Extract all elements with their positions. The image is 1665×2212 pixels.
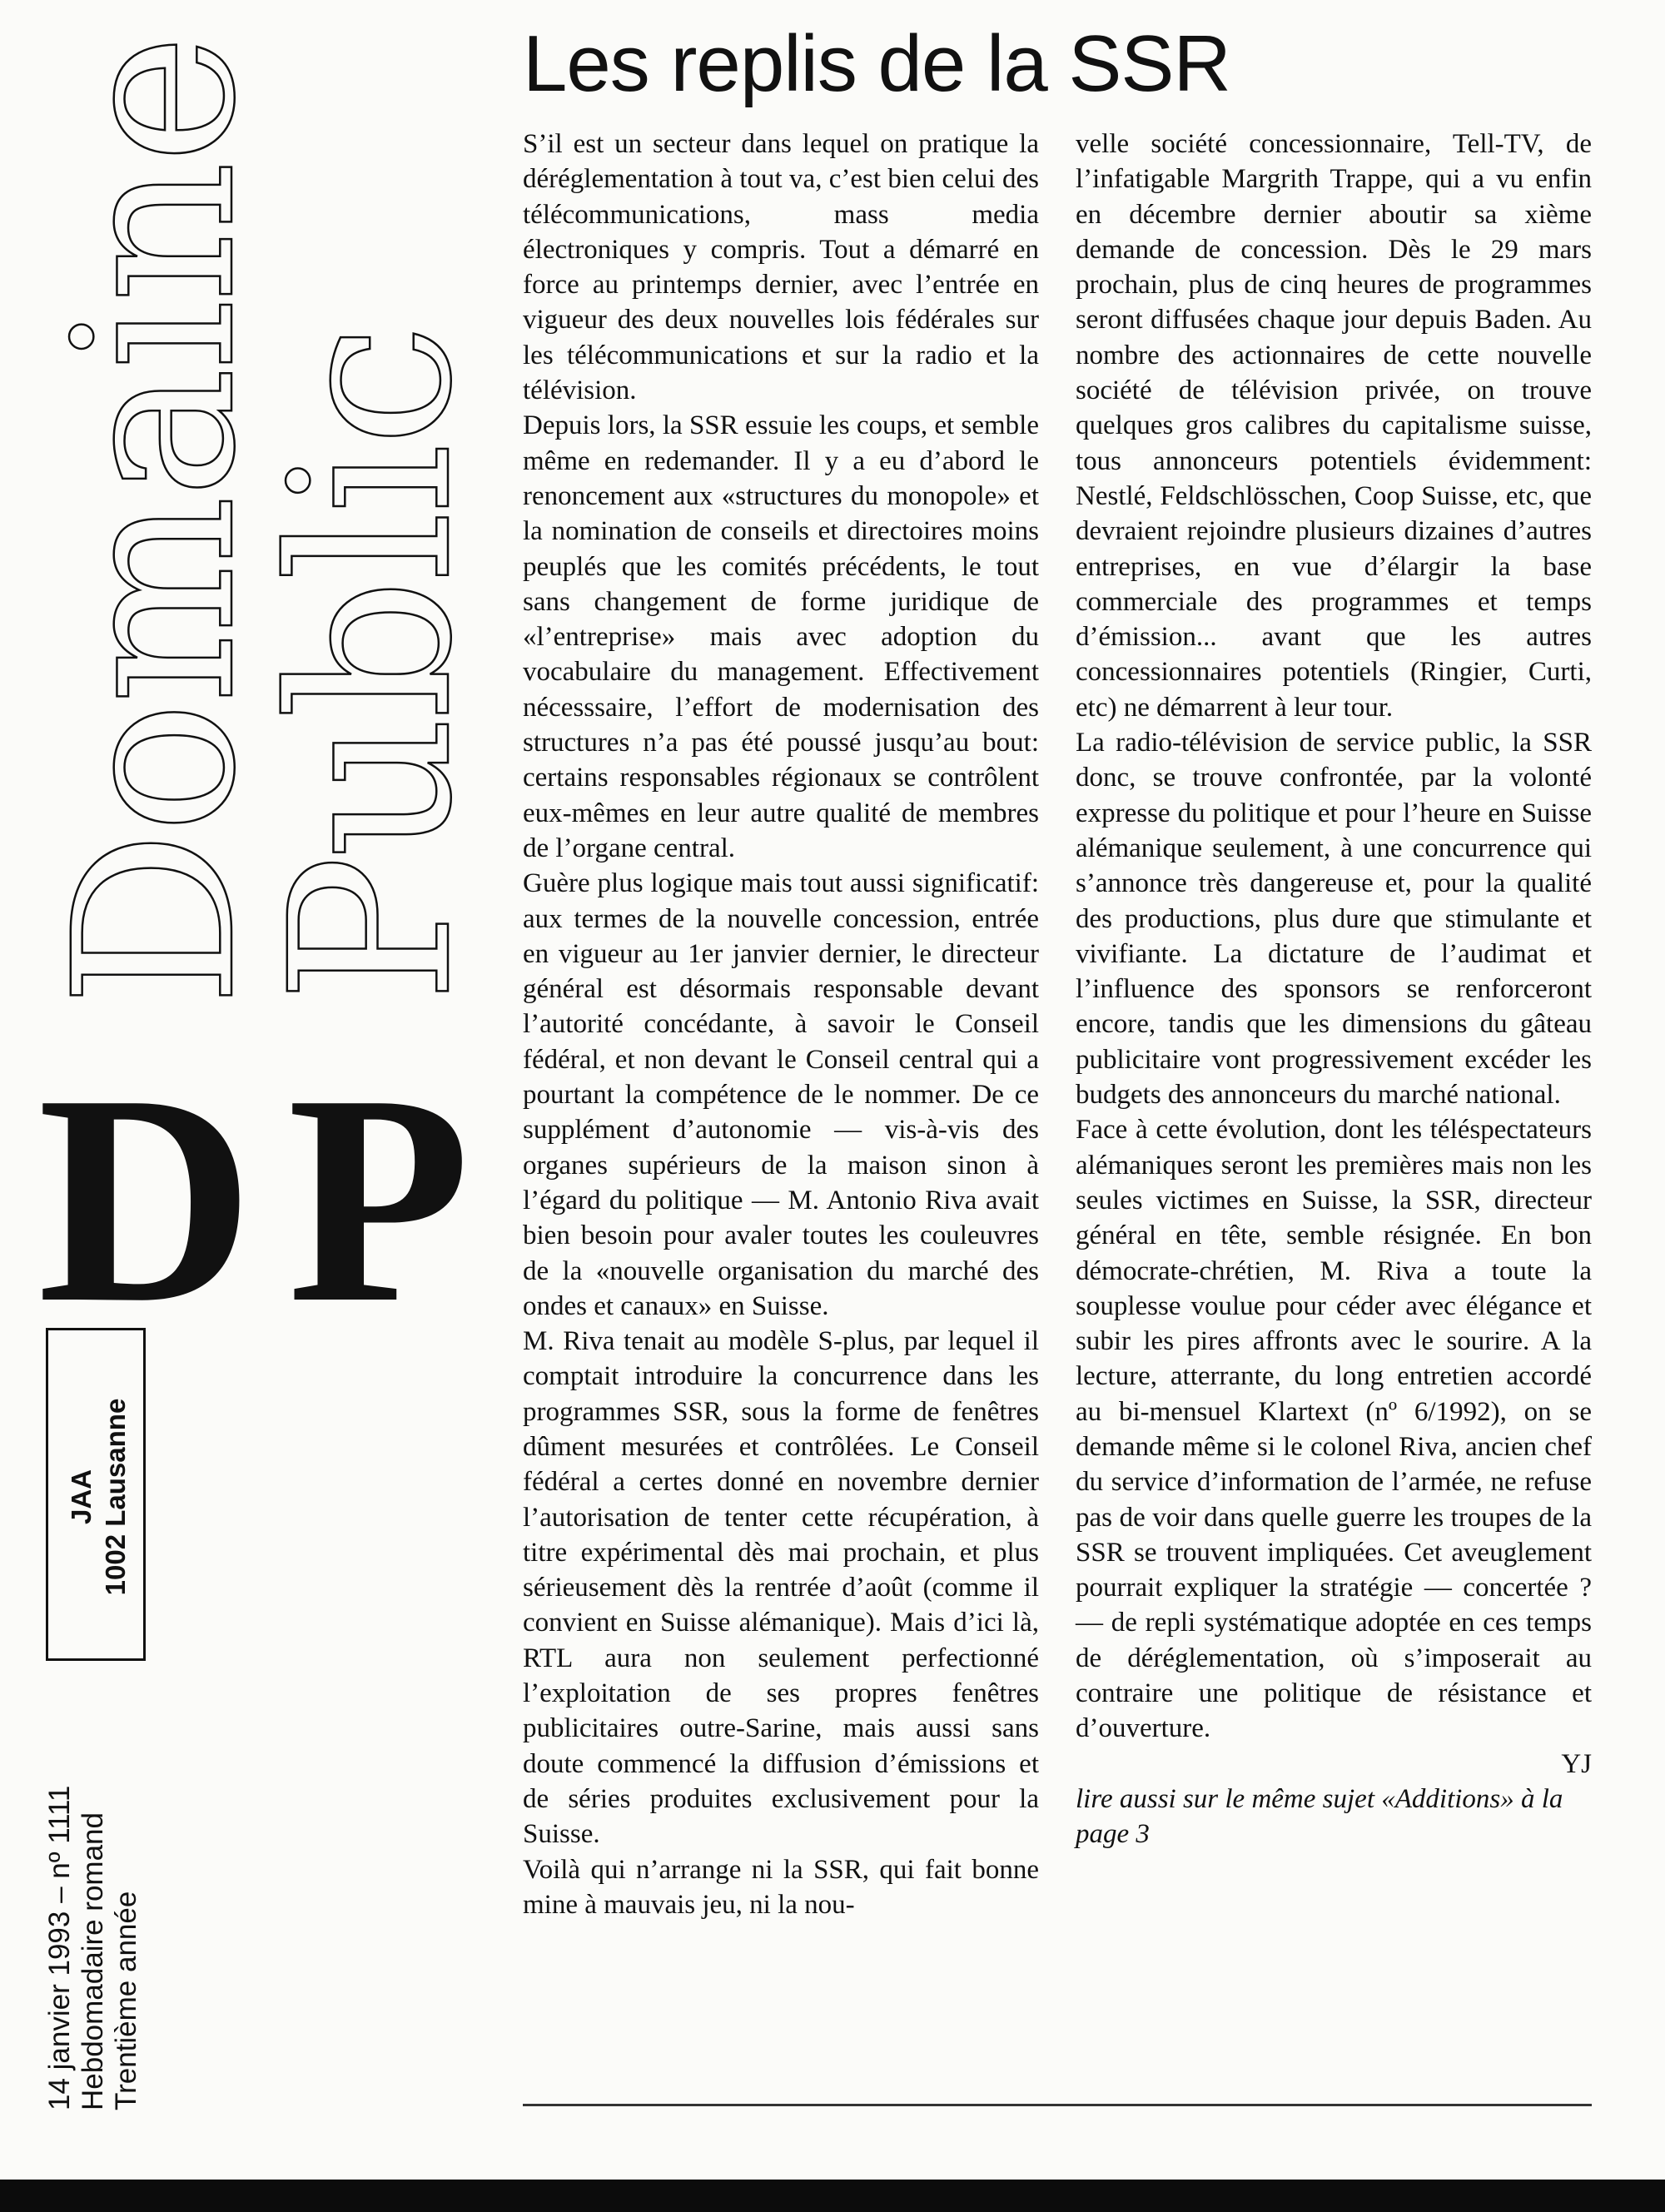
- dp-letter-d: D: [37, 1032, 254, 1364]
- article-title: Les replis de la SSR: [523, 19, 1230, 108]
- issue-date: 14 janvier 1993 – nº 1111: [43, 1785, 76, 2110]
- paragraph: M. Riva tenait au modèle S-plus, par lequel il comptait introduire la concurrence dans les programmes SSR, sous la forme de fenêtres dûment mesurées et contrôlées. Le Conseil fédéral a certes donné en novembre dernier l’autorisation de tenter cette récupération, à titre expérimental dès mai prochain, et plus sérieusement dès la rentrée d’août (comme il convient en Suisse alémanique). Mais d’ici là, RTL aura non seulement perfectionné l’exploitation de ses propres fenêtres publicitaires outre-Sarine, mais aussi sans doute commencé la diffusion d’émissions et de séries produites exclusivement pour la Suisse.: [523, 1326, 1039, 1850]
- paragraph: Voilà qui n’arrange ni la SSR, qui fait bonne mine à mauvais jeu, ni la nou-: [523, 1854, 1039, 1920]
- masthead-word-domaine: Domaine: [27, 37, 284, 1007]
- issue-info: [43, 1719, 160, 2110]
- see-also-note: lire aussi sur le même sujet «Additions» à la page 3: [1076, 1783, 1563, 1850]
- postal-code-jaa: JAA: [65, 1469, 97, 1525]
- article-column-2: [1076, 127, 1592, 1852]
- paragraph: Face à cette évolution, dont les téléspectateurs alémaniques seront les premières mais non les seules victimes en Suisse, la SSR, directeur général en tête, semble résignée. En bon démocrate-chrétien, M. Riva a toute la souplesse voulue pour céder avec élégance et subir les pires affronts avec le sourire. A la lecture, atterrante, du long entretien accordé au bi-mensuel Klartext (nº 6/1992), on se demande même si le colonel Riva, ancien chef du service d’information de l’armée, ne refuse pas de voir dans quelle guerre les troupes de la SSR se trouvent impliquées. Cet aveuglement pourrait expliquer la stratégie — concertée ? — de repli systématique adoptée en ces temps de déréglementation, où s’imposerait au contraire une politique de résistance et d’ouverture.: [1076, 1115, 1592, 1744]
- scan-edge-band: [0, 2180, 1665, 2212]
- paragraph: velle société concessionnaire, Tell-TV, de l’infatigable Margrith Trappe, qui a vu enfin en décembre dernier aboutir sa xième demande de concession. Dès le 29 mars prochain, plus de cinq heures de programmes seront diffusées chaque jour depuis Baden. Au nombre des actionnaires de cette nouvelle société de télévision privée, on trouve quelques gros calibres du capitalisme suisse, tous annonceurs potentiels évidemment: Nestlé, Feldschlösschen, Coop Suisse, etc, que devraient rejoindre plusieurs dizaines d’autres entreprises, en vue d’élargir la base commerciale des programmes et temps d’émission... avant que les autres concessionnaires potentiels (Ringier, Curti, etc) ne démarrent à leur tour.: [1076, 129, 1592, 723]
- author-signature: YJ: [1561, 1748, 1592, 1779]
- dp-logo: [37, 1032, 470, 1364]
- dp-letter-p: P: [287, 1032, 470, 1364]
- issue-frequency: Hebdomadaire romand: [77, 1812, 109, 2110]
- postal-box: [46, 1328, 146, 1661]
- paragraph: Guère plus logique mais tout aussi significatif: aux termes de la nouvelle concession, entrée en vigueur au 1er janvier dernier, le directeur général est désormais responsable devant l’autorité concédante, à savoir le Conseil fédéral, et non devant le Conseil central qui a pourtant la compétence de le nommer. De ce supplément d’autonomie — vis-à-vis des organes supérieurs de la maison sinon à l’égard du politique — M. Antonio Riva avait bien besoin pour avaler toutes les couleuvres de la «nouvelle organisation du marché des ondes et canaux» en Suisse.: [523, 868, 1039, 1321]
- bottom-rule: [523, 2104, 1592, 2106]
- masthead-word-public: Public: [244, 326, 500, 1003]
- paragraph: Depuis lors, la SSR essuie les coups, et semble même en redemander. Il y a eu d’abord le renoncement aux «structures du monopole» et la nomination de conseils et directoires moins peuplés que les comités précédents, le tout sans changement de forme juridique de «l’entreprise» mais avec adoption du vocabulaire du management. Effectivement nécesssaire, l’effort de modernisation des structures n’a pas été poussé jusqu’au bout: certains responsables régionaux se contrôlent eux-mêmes en leur autre qualité de membres de l’organe central.: [523, 410, 1039, 863]
- postal-city: 1002 Lausanne: [100, 1398, 131, 1596]
- article-column-1: [523, 127, 1039, 1922]
- paragraph: La radio-télévision de service public, la SSR donc, se trouve confrontée, par la volonté expresse du politique et pour l’heure en Suisse alémanique seulement, à une concurrence qui s’annonce très dangereuse et, pour la qualité des productions, plus dure que stimulante et vivifiante. La dictature de l’audimat et l’influence des sponsors se renforceront encore, tandis que les dimensions du gâteau publicitaire vont progressivement excéder les budgets des annonceurs du marché national.: [1076, 728, 1592, 1111]
- paragraph: S’il est un secteur dans lequel on pratique la déréglementation à tout va, c’est bien celui des télécommunications, mass media électroniques y compris. Tout a démarré en force au printemps dernier, avec l’entrée en vigueur des deux nouvelles lois fédérales sur les télécommunications et sur la radio et la télévision.: [523, 129, 1039, 406]
- issue-year: Trentième année: [110, 1891, 142, 2110]
